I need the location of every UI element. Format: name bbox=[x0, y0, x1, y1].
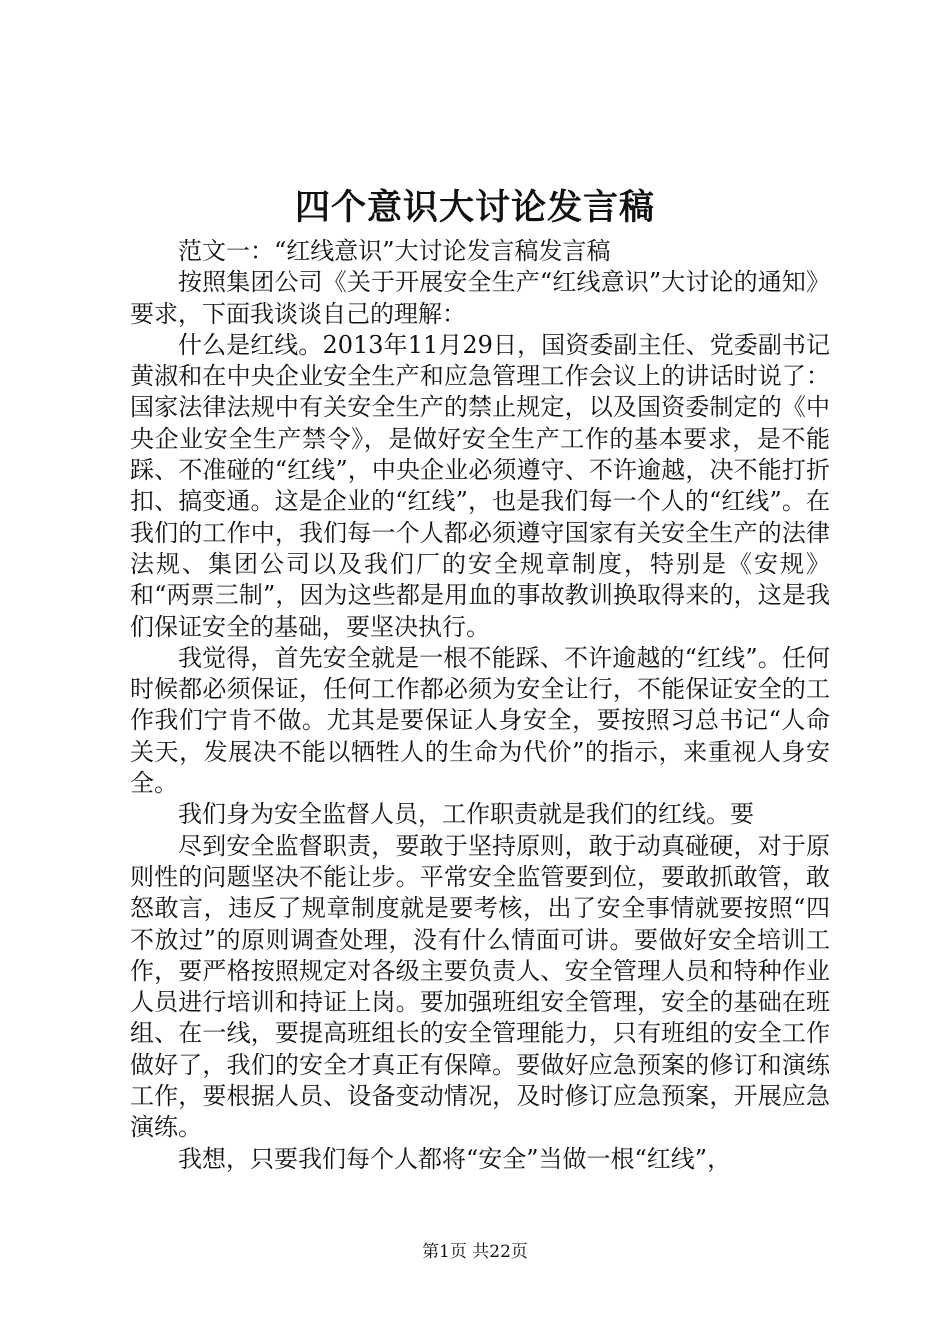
paragraph-supervision-details: 尽到安全监督职责，要敢于坚持原则，敢于动真碰硬，对于原则性的问题坚决不能让步。平常安全监管要到位，要敢抓敢管，敢怒敢言，违反了规章制度就是要考核，出了安全事情就要按照“四不放过”的原则调查处理，没有什么情面可讲。要做好安全培训工作，要严格按照规定对各级主要负责人、安全管理人员和特种作业人员进行培训和持证上岗。要加强班组安全管理，安全的基础在班组、在一线，要提高班组长的安全管理能力，只有班组的安全工作做好了，我们的安全才真正有保障。要做好应急预案的修订和演练工作，要根据人员、设备变动情况，及时修订应急预案，开展应急演练。 bbox=[130, 831, 830, 1142]
paragraph-safety-red-line: 我觉得，首先安全就是一根不能踩、不许逾越的“红线”。任何时候都必须保证，任何工作都必须为安全让行，不能保证安全的工作我们宁肯不做。尤其是要保证人身安全，要按照习总书记“人命关天，发展决不能以牺牲人的生命为代价”的指示，来重视人身安全。 bbox=[130, 643, 830, 798]
paragraph-supervisor-duty: 我们身为安全监督人员，工作职责就是我们的红线。要 bbox=[178, 800, 754, 829]
page-number: 第1页 共22页 bbox=[422, 1242, 528, 1262]
paragraph-subtitle: 范文一：“红线意识”大讨论发言稿发言稿 bbox=[178, 237, 611, 265]
paragraph-what-is-red-line: 什么是红线。2013年11月29日，国资委副主任、党委副书记黄淑和在中央企业安全生产和应急管理工作会议上的讲话时说了：国家法律法规中有关安全生产的禁止规定，以及国资委制定的《中央企业安全生产禁令》，是做好安全生产工作的基本要求，是不能踩、不准碰的“红线”，中央企业必须遵守、不许逾越，决不能打折扣、搞变通。这是企业的“红线”，也是我们每一个人的“红线”。在我们的工作中，我们每一个人都必须遵守国家有关安全生产的法律法规、集团公司以及我们厂的安全规章制度，特别是《安规》和“两票三制”，因为这些都是用血的事故教训换取得来的，这是我们保证安全的基础，要坚决执行。 bbox=[130, 330, 830, 641]
document-title: 四个意识大讨论发言稿 bbox=[294, 187, 655, 228]
paragraph-conclusion: 我想，只要我们每个人都将“安全”当做一根“红线”， bbox=[178, 1144, 732, 1173]
paragraph-intro: 按照集团公司《关于开展安全生产“红线意识”大讨论的通知》要求，下面我谈谈自己的理解： bbox=[130, 268, 830, 328]
document-body bbox=[130, 236, 830, 1175]
